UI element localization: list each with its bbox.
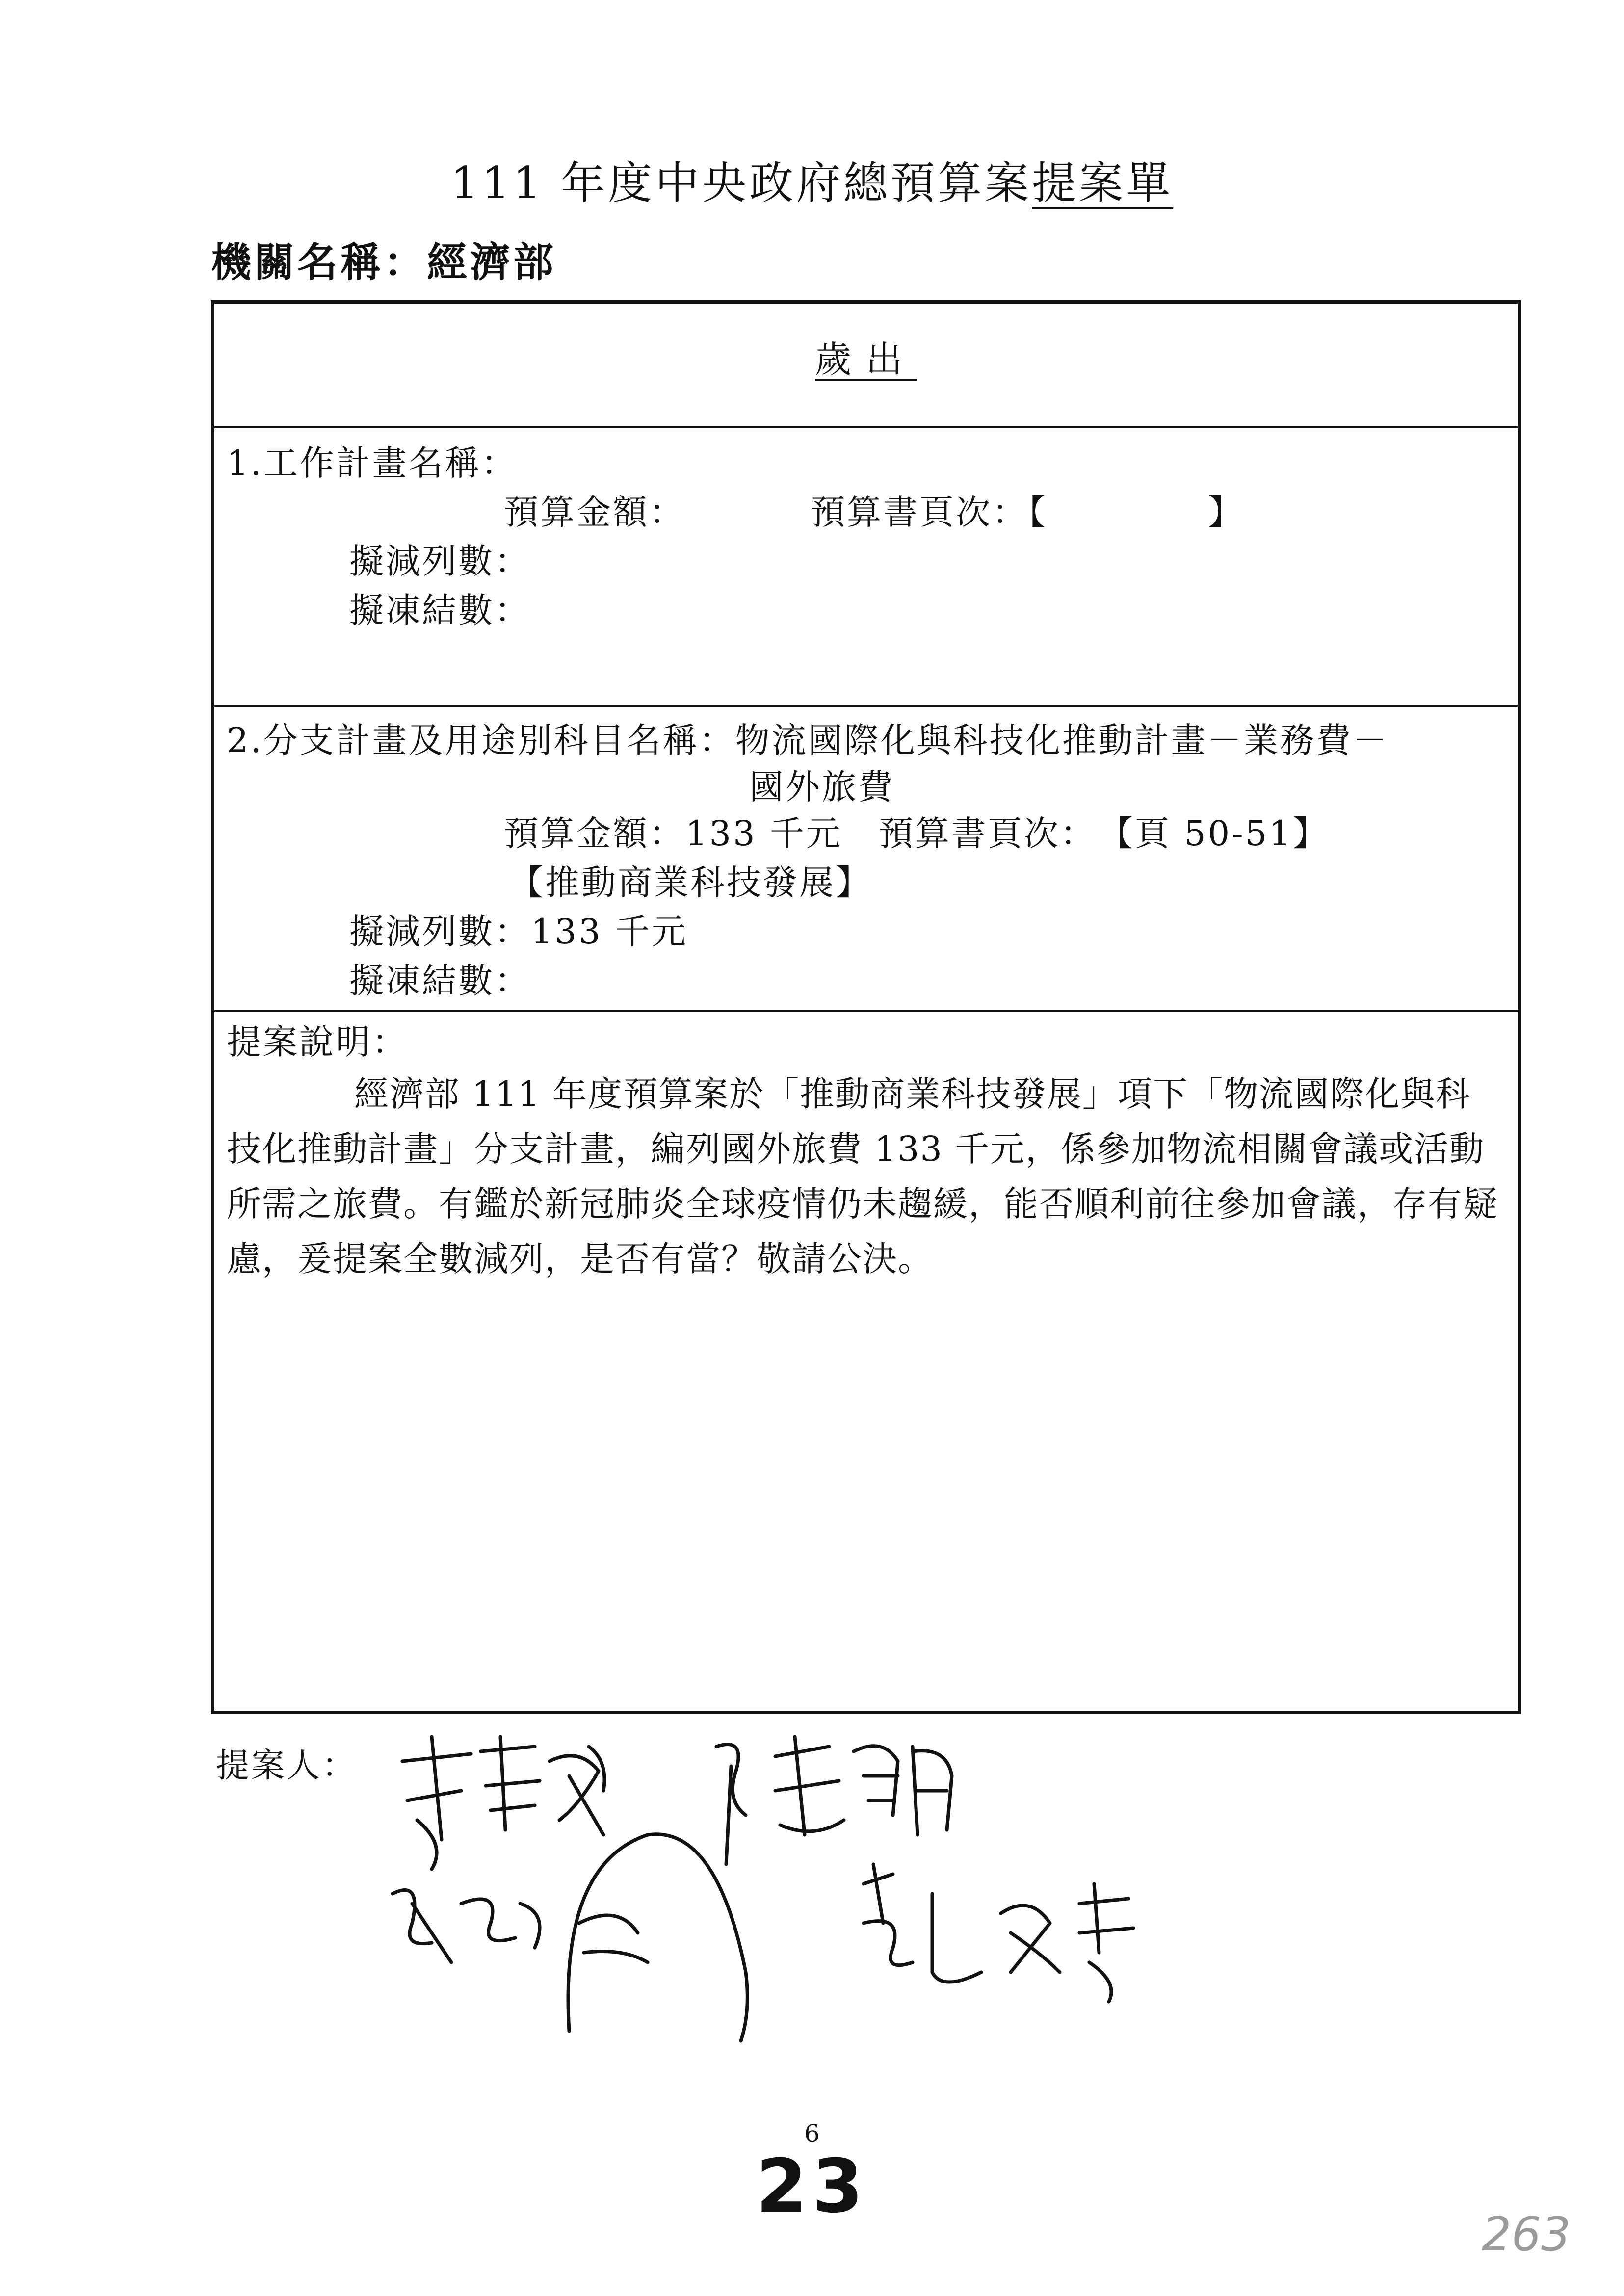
item2-freeze-count: 擬凍結數： (349, 961, 531, 1001)
section-title-text: 歲出 (815, 339, 917, 381)
agency-name: 機關名稱：經濟部 (211, 239, 557, 286)
corner-number: 263 (1482, 2208, 1571, 2262)
item2-budget-line: 預算金額：133 千元 預算書頁次： 【頁 50-51】 (504, 813, 1329, 854)
item1-freeze-count: 擬凍結數： (349, 590, 531, 630)
item2-heading: 2.分支計畫及用途別科目名稱：物流國際化與科技化推動計畫－業務費－ (227, 720, 1389, 760)
item2-cut-count: 擬減列數：133 千元 (349, 912, 688, 952)
page-number: 6 (804, 2119, 820, 2148)
item1-budget-page-close: 】 (1208, 492, 1244, 532)
item1-heading: 1.工作計畫名稱： (227, 443, 518, 483)
signature-2 (716, 1737, 952, 1864)
explanation-label: 提案說明： (227, 1022, 408, 1062)
signature-4 (864, 1864, 1133, 2002)
divider-1 (214, 426, 1518, 428)
document-title (0, 147, 1624, 211)
handwritten-number: 23 (756, 2144, 868, 2229)
proposer-label: 提案人： (216, 1747, 358, 1785)
divider-2 (214, 705, 1518, 707)
signature-3 (393, 1834, 747, 2041)
item2-heading-cont: 國外旅費 (749, 767, 894, 807)
signature-1 (402, 1737, 604, 1869)
divider-3 (214, 1010, 1518, 1012)
explanation-body: 經濟部 111 年度預算案於「推動商業科技發展」項下「物流國際化與科技化推動計畫」分支計畫，編列國外旅費 133 千元，係參加物流相關會議或活動所需之旅費。有鑑於新冠肺炎全球疫情仍未趨緩，能否順利前往參加會議，存有疑慮，爰提案全數減列，是否有當？敬請公決。 (227, 1074, 1498, 1279)
item2-program: 【推動商業科技發展】 (509, 862, 872, 903)
title-underlined: 提案單 (1032, 157, 1174, 209)
item1-cut-count: 擬減列數： (349, 541, 531, 581)
item1-budget-amount: 預算金額： (504, 492, 685, 532)
explanation-text (227, 1067, 1502, 1286)
section-title (214, 331, 1518, 383)
item1-budget-page: 預算書頁次：【 (811, 492, 1048, 532)
handwritten-signatures (373, 1717, 1256, 2061)
proposal-form (211, 300, 1521, 1714)
title-main: 111 年度中央政府總預算案 (450, 157, 1032, 209)
